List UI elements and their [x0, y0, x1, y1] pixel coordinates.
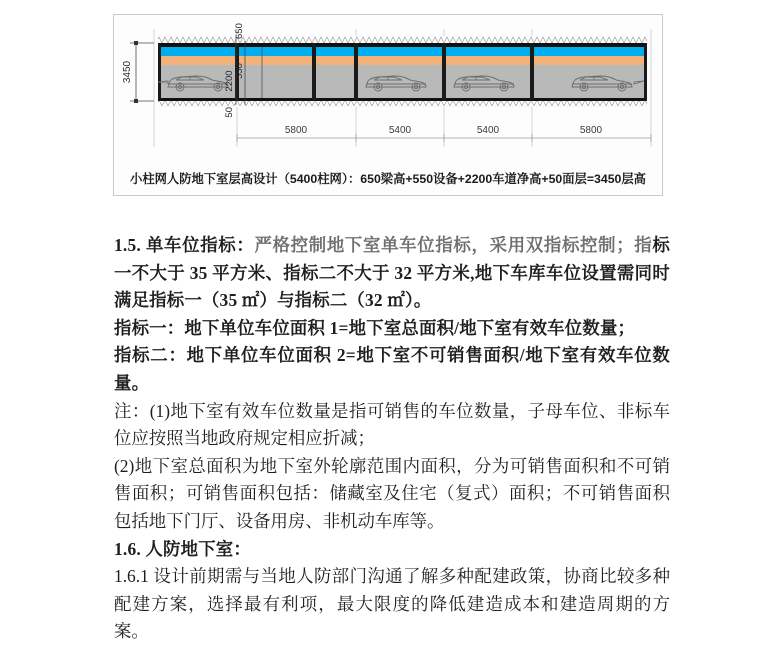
bay-dimension-4: 5800	[579, 125, 603, 136]
beam-layer	[158, 47, 647, 56]
floor-finish-layer	[158, 98, 647, 101]
note-1-paragraph: 注：(1)地下室有效车位数量是指可销售的车位数量，子母车位、非标车位应按照当地政府规定相应折减；	[114, 400, 670, 449]
dimension-label-50: 50	[224, 107, 235, 118]
equipment-layer	[158, 56, 647, 65]
section-1-5-paragraph	[114, 232, 670, 315]
note-2-paragraph: (2)地下室总面积为地下室外轮廓范围内面积，分为可销售面积和不可销售面积；可销售面积包括：储藏室及住宅（复式）面积；不可销售面积包括地下门厅、设备用房、非机动车库等。	[114, 455, 670, 531]
section-1-5-lead: 严格控制地下室单车位指标，采用双指标控制；指	[254, 235, 653, 255]
document-body	[114, 232, 670, 646]
indicator-2-paragraph: 指标二：地下单位车位面积 2=地下室不可销售面积/地下室有效车位数量。	[114, 345, 670, 393]
basement-section-drawing	[114, 15, 662, 153]
bay-dimension-3: 5400	[476, 125, 500, 136]
section-1-5-line2: 标一不大于 35 平方米、指标二不大于 32 平方米,地下车库车位设置	[114, 235, 670, 283]
dimension-label-550: 550	[234, 63, 245, 79]
figure-container	[113, 14, 663, 196]
bay-dimension-1: 5800	[284, 125, 308, 136]
dimension-label-3450: 3450	[122, 60, 133, 84]
dimension-label-650: 650	[234, 23, 245, 39]
top-slab	[158, 43, 647, 47]
section-1-6-1-paragraph: 1.6.1 设计前期需与当地人防部门沟通了解多种配建政策，协商比较多种配建方案，选择最有利项，最大限度的降低建造成本和建造周期的方案。	[114, 566, 670, 642]
earth-hatch-bottom	[158, 100, 647, 107]
dimension-label-2200: 2200	[224, 70, 235, 92]
earth-hatch-top	[158, 36, 647, 43]
section-1-5-title: 单车位指标：	[145, 235, 255, 255]
section-1-5-line3: 需同时满足指标一（35 ㎡）与指标二（32 ㎡）。	[114, 262, 670, 311]
figure-caption: 小柱网人防地下室层高设计（5400柱网）：650梁高+550设备+2200车道净高+50面层=3450层高	[130, 172, 646, 186]
indicator-1-paragraph: 指标一：地下单位车位面积 1=地下室总面积/地下室有效车位数量；	[114, 317, 636, 338]
section-1-6-heading: 1.6. 人防地下室：	[114, 538, 251, 559]
dimension-3450	[130, 41, 154, 103]
bay-dimension-2: 5400	[388, 125, 412, 136]
section-1-5-number: 1.5.	[114, 235, 141, 255]
